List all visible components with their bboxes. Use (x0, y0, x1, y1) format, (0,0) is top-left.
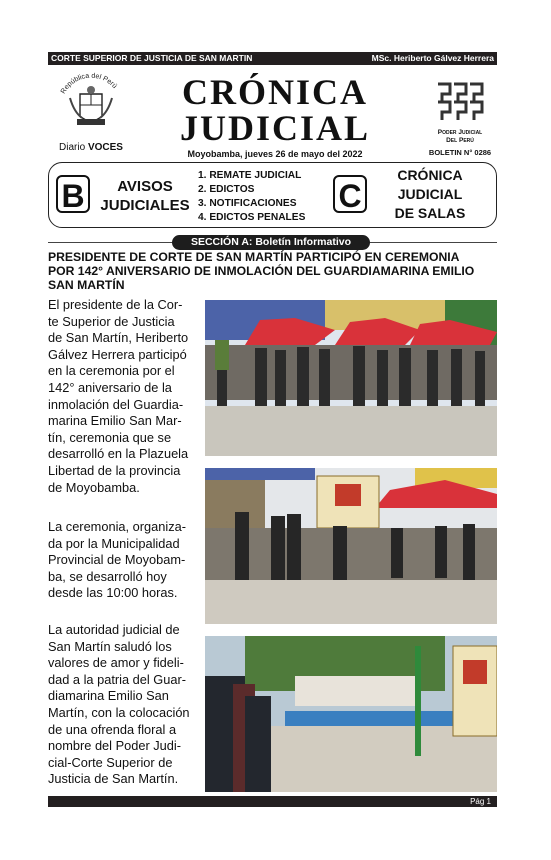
poder-judicial-emblem-icon (420, 80, 500, 122)
page-number: Pág 1 (470, 797, 491, 806)
court-name: CORTE SUPERIOR DE JUSTICIA DE SAN MARTIN (51, 53, 253, 63)
sections-box (48, 162, 497, 228)
dateline: Moyobamba, jueves 26 de mayo del 2022 (187, 149, 363, 159)
section-badge: SECCIÓN A: Boletín Informativo (172, 235, 370, 250)
footer-bar (48, 796, 497, 807)
svg-text:República del Perú: República del Perú (59, 72, 118, 96)
officials-plaza-photo (205, 636, 497, 792)
list-item: 3. NOTIFICACIONES (198, 198, 297, 209)
diario-voces-label: Diario VOCES (59, 142, 123, 153)
poder-judicial-logo (420, 80, 500, 160)
cronica-salas-label: CRÓNICA JUDICIAL DE SALAS (394, 167, 466, 221)
paragraph-2: La ceremonia, organiza- da por la Municipalidad Provincial de Moyobam- ba, se desarrolló hoy desde las 10:00 horas. (48, 519, 186, 601)
paragraph-3: La autoridad judicial de San Martín saludó los valores de amor y fideli- dad a la patria del Guar- diamarina Emilio San Martín, con la colocación de una ofrenda floral a nombre del Poder Judi- cial-Corte Superior de Justicia de San Martín. (48, 622, 190, 787)
list-item: 2. EDICTOS (198, 184, 255, 195)
ceremony-tents-photo (205, 300, 497, 456)
author-name: MSc. Heriberto Gálvez Herrera (371, 53, 494, 63)
headline: PRESIDENTE DE CORTE DE SAN MARTÍN PARTICIPÓ EN CEREMONIA POR 142° ANIVERSARIO DE INMOLACIÓN DEL GUARDIAMARINA EMILIO SAN MARTÍN (48, 250, 475, 292)
bulletin-number: BOLETIN N° 0286 (428, 148, 492, 157)
procession-wreath-photo (205, 468, 497, 624)
paragraph-1: El presidente de la Cor- te Superior de Justicia de San Martín, Heriberto Gálvez Herrera participó en la ceremonia por el 142° aniversario de la inmolación del Guardia- marina Emilio San Mar- tín, ceremonia que se desarrolló en la Plazuela Libertad de la provincia de Moyobamba. (48, 297, 189, 495)
list-item: 4. EDICTOS PENALES (198, 212, 306, 223)
avisos-judiciales-label: AVISOS JUDICIALES (100, 178, 190, 214)
section-letter-c: C (333, 175, 367, 213)
newspaper-title-line1: CRÓNICA (181, 72, 368, 112)
top-banner (48, 52, 497, 65)
newspaper-title-line2: JUDICIAL (179, 108, 371, 148)
section-letter-b: B (56, 175, 90, 213)
diario-voces-logo (52, 72, 130, 152)
poder-judicial-label: Poder Judicial Del Perú (437, 129, 483, 144)
peru-coat-of-arms-icon (52, 72, 130, 134)
avisos-list (198, 169, 333, 225)
list-item: 1. REMATE JUDICIAL (198, 170, 302, 181)
